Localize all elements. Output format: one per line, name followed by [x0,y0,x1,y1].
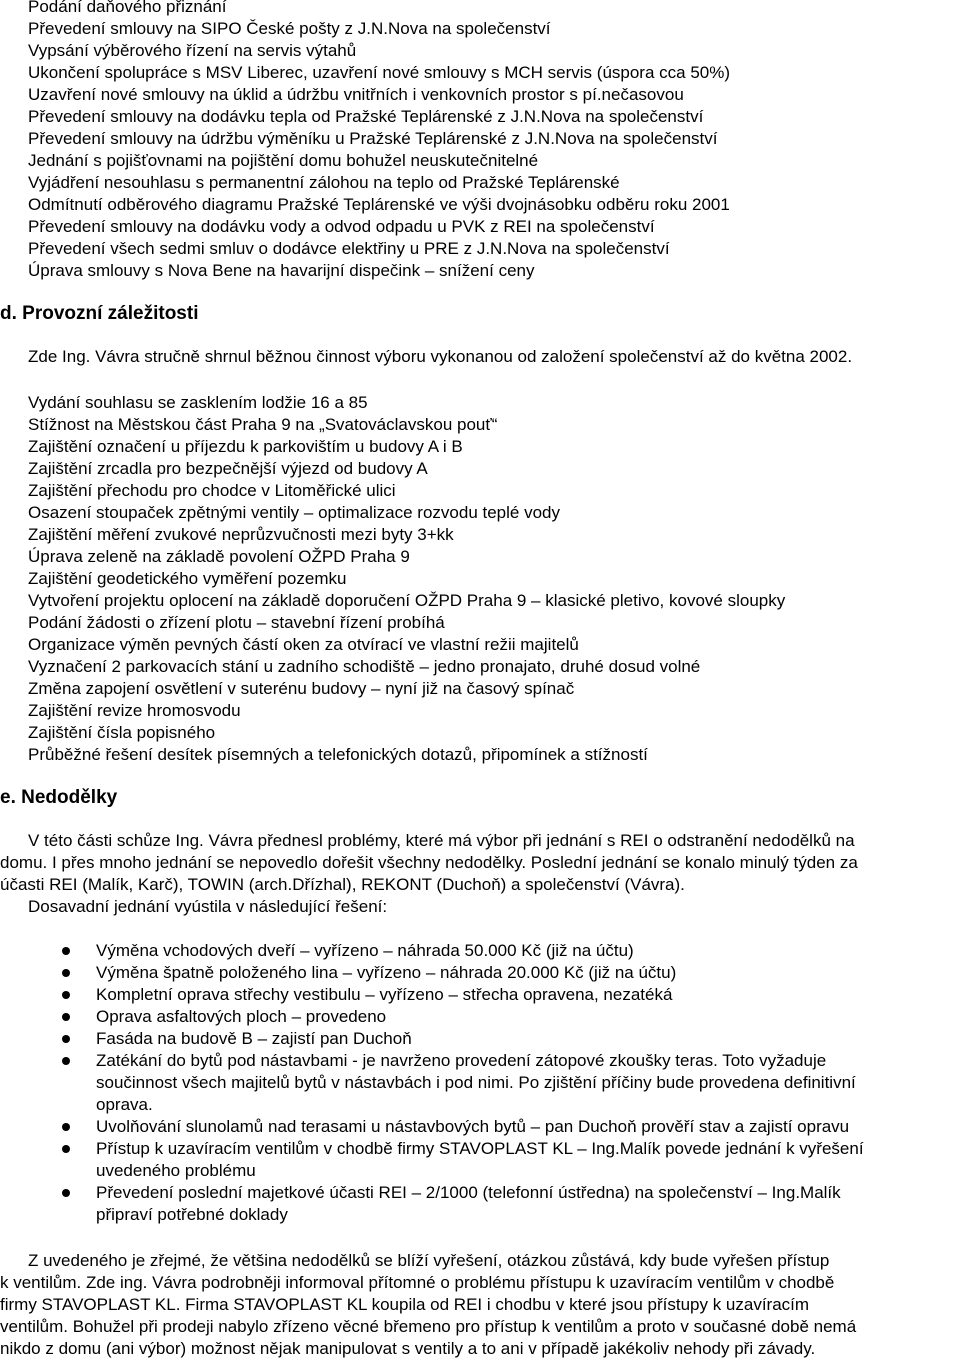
section-d-intro: Zde Ing. Vávra stručně shrnul běžnou činnost výboru vykonanou od založení společenství až do května 2002. [28,347,853,366]
paragraph-line: účasti REI (Malík, Karč), TOWIN (arch.Dřízhal), REKONT (Duchoň) a společenství (Vávra). [0,875,685,894]
bullet-icon [62,1189,70,1197]
top-item: Odmítnutí odběrového diagramu Pražské Teplárenské ve výši dvojnásobku odběru roku 2001 [28,195,730,214]
list-item: Vydání souhlasu se zasklením lodžie 16 a 85 [28,393,368,412]
bullet-icon [62,1145,70,1153]
paragraph-line: k ventilům. Zde ing. Vávra podrobněji informoval přítomné o problému přístupu k uzavíracím ventilům v chodbě [0,1273,835,1292]
top-item: Převedení smlouvy na SIPO České pošty z J.N.Nova na společenství [28,19,551,38]
paragraph-line: ventilům. Bohužel při prodeji nabylo zřízeno věcné břemeno pro přístup k ventilům a proto v současné době nemá [0,1317,857,1336]
top-item: Vypsání výběrového řízení na servis výtahů [28,41,357,60]
list-item: Úprava zeleně na základě povolení OŽPD Praha 9 [28,547,410,566]
bullet-text: Oprava asfaltových ploch – provedeno [96,1007,387,1026]
top-item: Převedení smlouvy na dodávku tepla od Pražské Teplárenské z J.N.Nova na společenství [28,107,704,126]
bullet-icon [62,1035,70,1043]
bullet-text: Zatékání do bytů pod nástavbami - je navrženo provedení zátopové zkoušky teras. Toto vyžaduje [96,1051,827,1070]
top-item: Převedení smlouvy na údržbu výměníku u Pražské Teplárenské z J.N.Nova na společenství [28,129,718,148]
list-item: Zajištění přechodu pro chodce v Litoměřické ulici [28,481,396,500]
bullet-text: Převedení poslední majetkové účasti REI – 2/1000 (telefonní ústředna) na společenství – Ing.Malík [96,1183,841,1202]
top-item: Převedení smlouvy na dodávku vody a odvod odpadu u PVK z REI na společenství [28,217,655,236]
top-item: Ukončení spolupráce s MSV Liberec, uzavření nové smlouvy s MCH servis (úspora cca 50%) [28,63,731,82]
bullet-text: Kompletní oprava střechy vestibulu – vyřízeno – střecha opravena, nezatéká [96,985,673,1004]
bullet-text: Přístup k uzavíracím ventilům v chodbě firmy STAVOPLAST KL – Ing.Malík povede jednání k vyřešení [96,1139,864,1158]
bullet-icon [62,947,70,955]
bullet-icon [62,1123,70,1131]
top-item: Podání daňového přiznání [28,0,227,16]
list-item: Stížnost na Městskou část Praha 9 na „Svatováclavskou pouť“ [28,415,498,434]
section-d-heading: d. Provozní záležitosti [0,303,199,324]
list-item: Zajištění zrcadla pro bezpečnější výjezd od budovy A [28,459,428,478]
list-item: Změna zapojení osvětlení v suterénu budovy – nyní již na časový spínač [28,679,575,698]
section-e-heading: e. Nedodělky [0,787,118,808]
list-item: Zajištění revize hromosvodu [28,701,241,720]
bullet-icon [62,969,70,977]
paragraph-line: Z uvedeného je zřejmé, že většina nedodělků se blíží vyřešení, otázkou zůstává, kdy bude vyřešen přístup [28,1251,830,1270]
top-item: Převedení všech sedmi smluv o dodávce elektřiny u PRE z J.N.Nova na společenství [28,239,670,258]
bullet-text: oprava. [96,1095,153,1114]
paragraph-line: Dosavadní jednání vyústila v následující řešení: [28,897,388,916]
top-item: Vyjádření nesouhlasu s permanentní zálohou na teplo od Pražské Teplárenské [28,173,620,192]
list-item: Zajištění čísla popisného [28,723,216,742]
top-item: Uzavření nové smlouvy na úklid a údržbu vnitřních i venkovních prostor s pí.nečasovou [28,85,684,104]
bullet-text: Výměna špatně položeného lina – vyřízeno – náhrada 20.000 Kč (již na účtu) [96,963,677,982]
list-item: Zajištění geodetického vyměření pozemku [28,569,347,588]
bullet-text: Fasáda na budově B – zajistí pan Duchoň [96,1029,412,1048]
top-item: Úprava smlouvy s Nova Bene na havarijní dispečink – snížení ceny [28,261,535,280]
list-item: Zajištění označení u příjezdu k parkovištím u budovy A i B [28,437,463,456]
list-item: Organizace výměn pevných částí oken za otvírací ve vlastní režii majitelů [28,635,579,654]
bullet-text: Uvolňování slunolamů nad terasami u nástavbových bytů – pan Duchoň prověří stav a zajistí opravu [96,1117,850,1136]
bullet-text: uvedeného problému [96,1161,256,1180]
list-item: Vytvoření projektu oplocení na základě doporučení OŽPD Praha 9 – klasické pletivo, kovové sloupky [28,591,786,610]
bullet-icon [62,1057,70,1065]
top-item: Jednání s pojišťovnami na pojištění domu bohužel neuskutečnitelné [28,151,539,170]
bullet-icon [62,1013,70,1021]
list-item: Zajištění měření zvukové neprůzvučnosti mezi byty 3+kk [28,525,454,544]
bullet-text: součinnost všech majitelů bytů v nástavbách i pod nimi. Po zjištění příčiny bude provedena definitivní [96,1073,856,1092]
list-item: Průběžné řešení desítek písemných a telefonických dotazů, připomínek a stížností [28,745,648,764]
bullet-text: Výměna vchodových dveří – vyřízeno – náhrada 50.000 Kč (již na účtu) [96,941,634,960]
bullet-icon [62,991,70,999]
list-item: Podání žádosti o zřízení plotu – stavební řízení probíhá [28,613,445,632]
paragraph-line: domu. I přes mnoho jednání se nepovedlo dořešit všechny nedodělky. Poslední jednání se konalo minulý týden za [0,853,858,872]
paragraph-line: V této části schůze Ing. Vávra přednesl problémy, které má výbor při jednání s REI o odstranění nedodělků na [28,831,855,850]
paragraph-line: nikdo z domu (ani výbor) možnost nějak manipulovat s ventily a to ani v případě jakékoliv nehody při závady. [0,1339,816,1358]
list-item: Vyznačení 2 parkovacích stání u zadního schodiště – jedno pronajato, druhé dosud volné [28,657,701,676]
list-item: Osazení stoupaček zpětnými ventily – optimalizace rozvodu teplé vody [28,503,560,522]
paragraph-line: firmy STAVOPLAST KL. Firma STAVOPLAST KL koupila od REI i chodbu v které jsou přístupy k uzavíracím [0,1295,810,1314]
bullet-text: připraví potřebné doklady [96,1205,288,1224]
